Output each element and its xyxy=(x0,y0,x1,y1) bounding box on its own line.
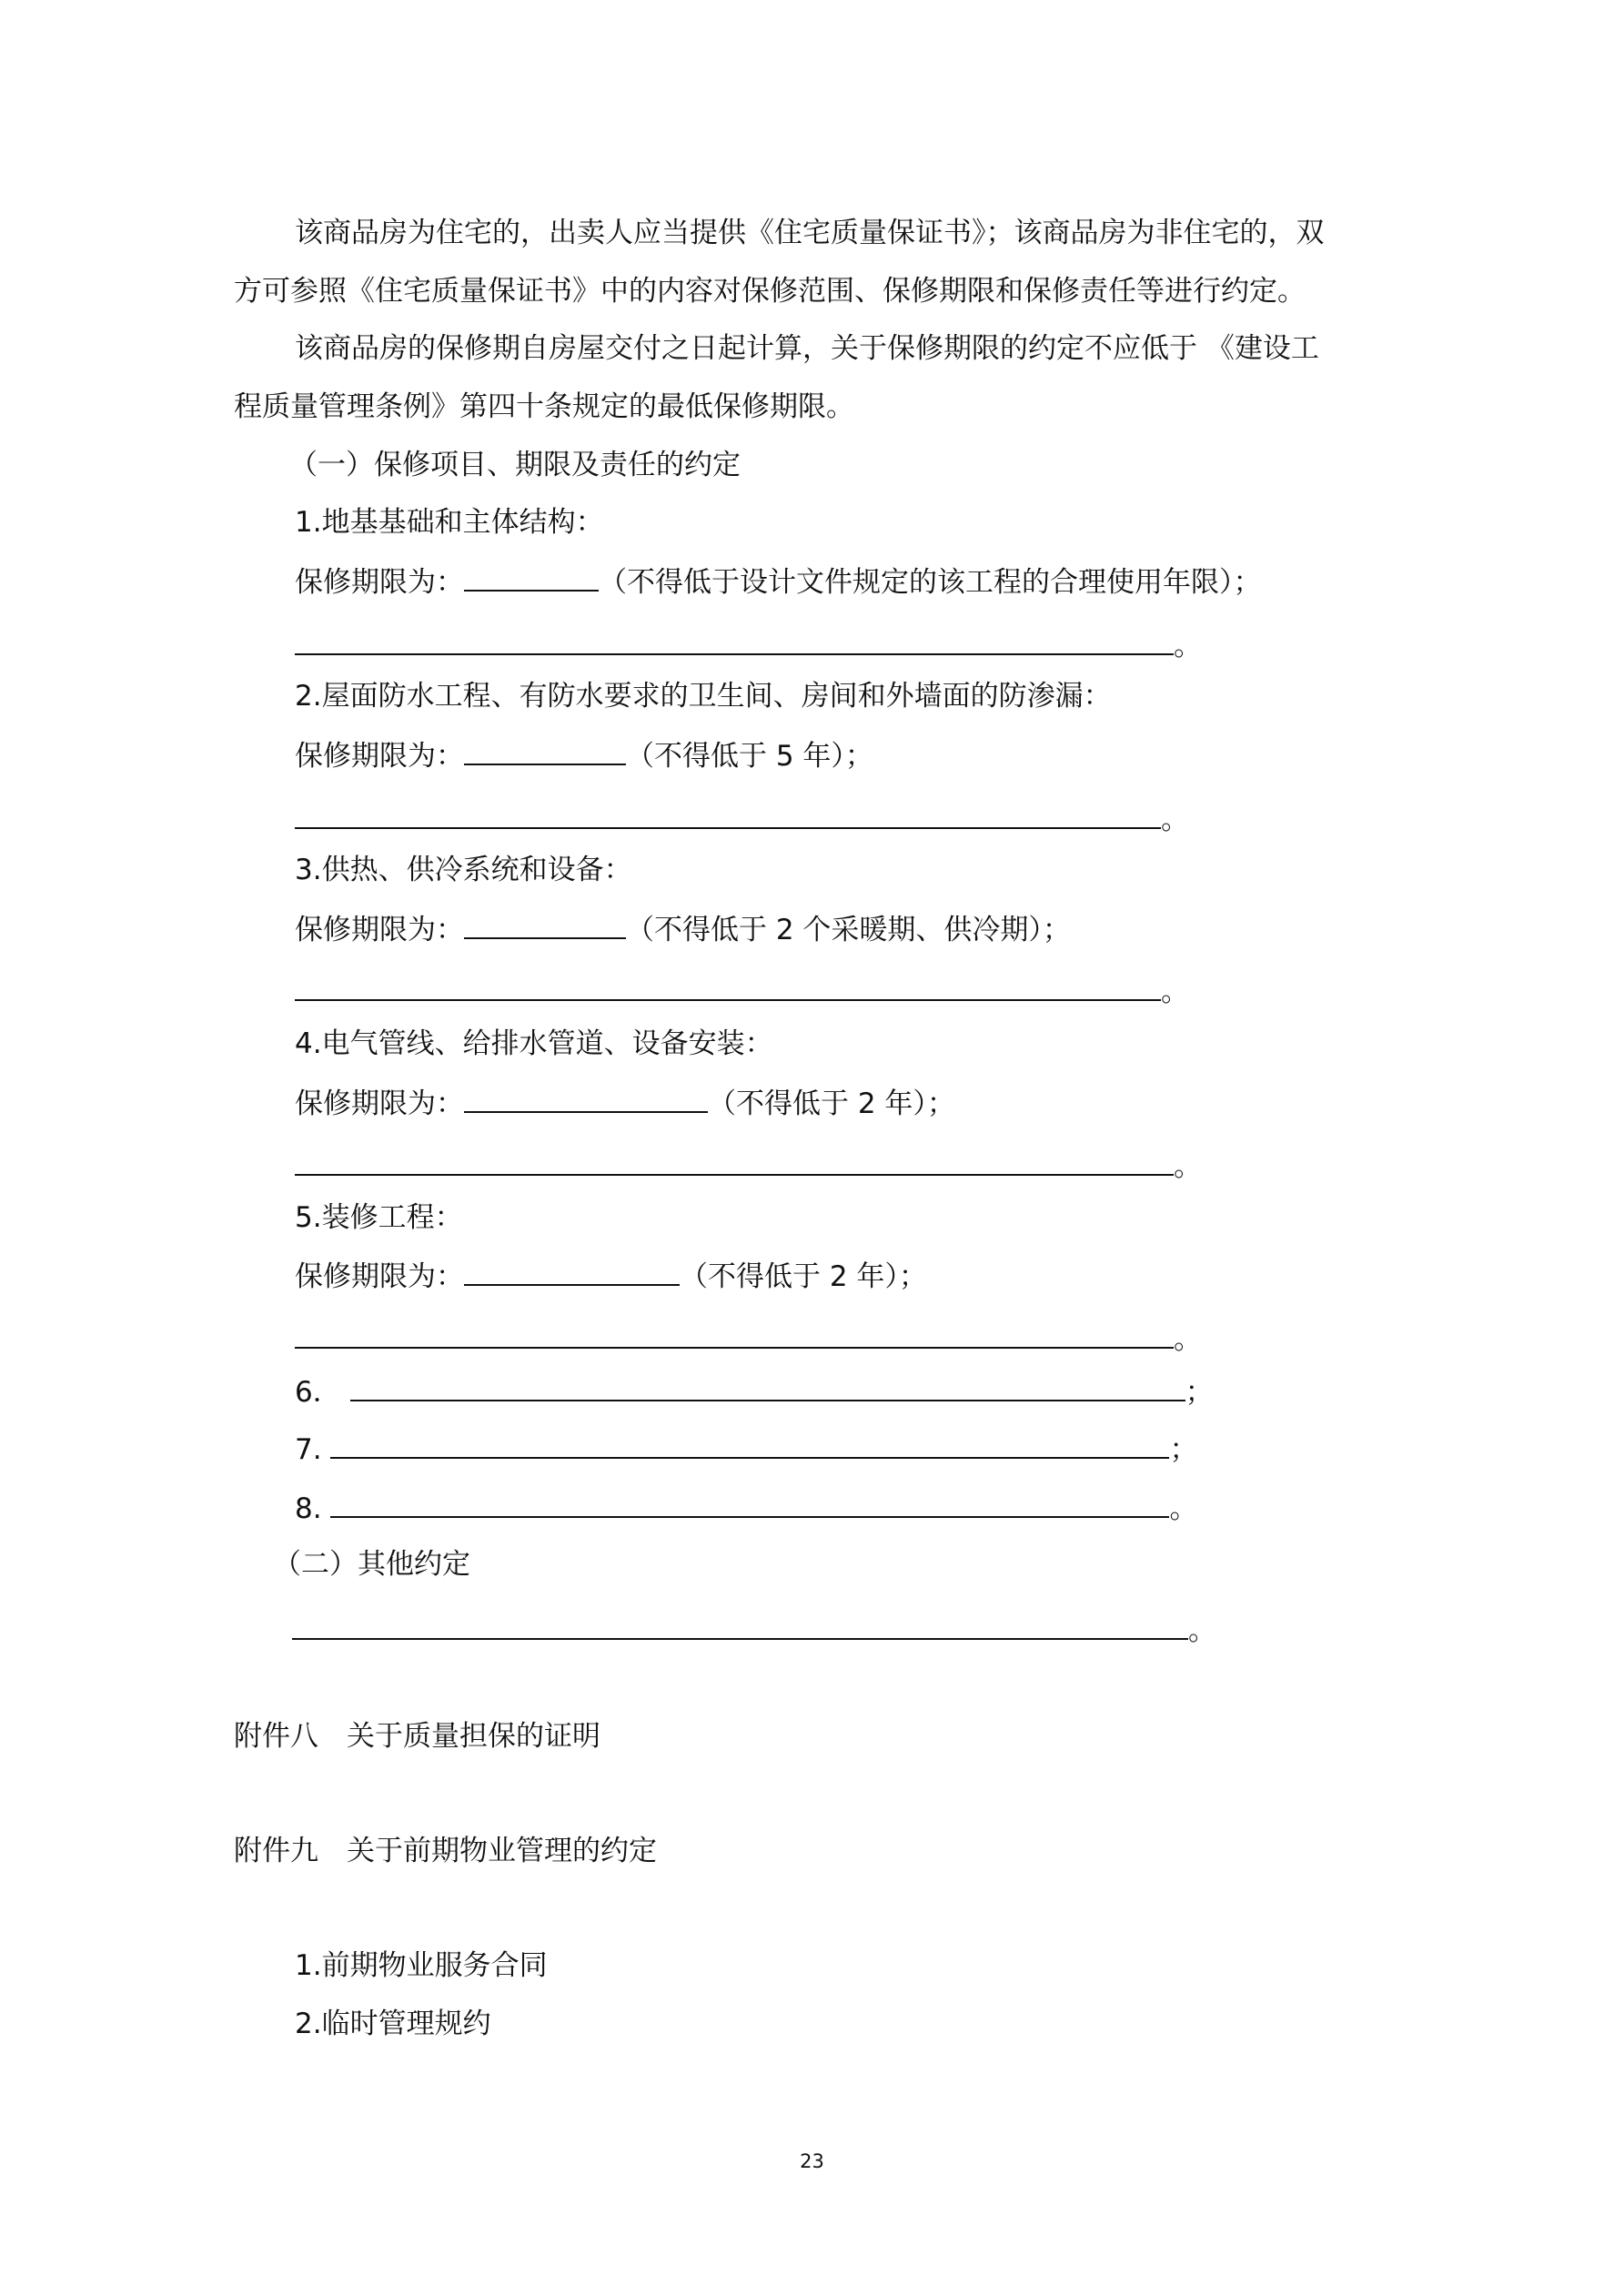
para2-line2: 程质量管理条例》第四十条规定的最低保修期限。 xyxy=(234,390,854,423)
item6-blank[interactable] xyxy=(350,1372,1185,1401)
period-mark: 。 xyxy=(1161,976,1189,1008)
period-label: 保修期限为： xyxy=(295,914,464,946)
item5-period-blank[interactable] xyxy=(464,1257,680,1286)
annex8-heading: 附件八 关于质量担保的证明 xyxy=(234,1720,600,1753)
item1-period xyxy=(295,562,1262,601)
period-mark: 。 xyxy=(1169,1492,1198,1525)
period-label: 保修期限为： xyxy=(295,566,464,599)
item8-blank[interactable] xyxy=(330,1489,1169,1518)
item3-responsibility-blank[interactable] xyxy=(295,972,1161,1001)
item5-responsibility-blank[interactable] xyxy=(295,1320,1174,1349)
item2-title: 2.屋面防水工程、有防水要求的卫生间、房间和外墙面的防渗漏： xyxy=(295,680,1112,713)
item2-extra-line xyxy=(295,800,1189,838)
item6-line xyxy=(295,1372,1214,1411)
item3-title: 3.供热、供冷系统和设备： xyxy=(295,854,632,886)
semicolon: ； xyxy=(1185,1376,1214,1409)
item4-period-blank[interactable] xyxy=(464,1084,708,1113)
period-label: 保修期限为： xyxy=(295,1260,464,1293)
item7-line xyxy=(295,1430,1197,1468)
section1-heading: （一）保修项目、期限及责任的约定 xyxy=(289,449,741,481)
para1-line2: 方可参照《住宅质量保证书》中的内容对保修范围、保修期限和保修责任等进行约定。 xyxy=(234,275,1306,308)
item-number: 8. xyxy=(295,1492,322,1525)
item2-note: （不得低于 5 年）； xyxy=(626,740,873,773)
item5-period xyxy=(295,1257,927,1295)
period-mark: 。 xyxy=(1161,804,1189,836)
section2-heading: （二）其他约定 xyxy=(273,1548,470,1581)
annex9-item-2: 2.临时管理规约 xyxy=(295,2008,491,2040)
period-mark: 。 xyxy=(1174,1323,1202,1356)
annex9-heading: 附件九 关于前期物业管理的约定 xyxy=(234,1835,657,1867)
item4-period xyxy=(295,1084,955,1122)
period-mark: 。 xyxy=(1188,1614,1216,1647)
period-label: 保修期限为： xyxy=(295,740,464,773)
section2-line xyxy=(292,1611,1216,1649)
para2-line1: 该商品房的保修期自房屋交付之日起计算，关于保修期限的约定不应低于 《建设工 xyxy=(295,332,1319,365)
item5-note: （不得低于 2 年）； xyxy=(680,1260,927,1293)
item4-extra-line xyxy=(295,1147,1202,1185)
para1-line1: 该商品房为住宅的，出卖人应当提供《住宅质量保证书》；该商品房为非住宅的，双 xyxy=(295,217,1325,249)
item4-title: 4.电气管线、给排水管道、设备安装： xyxy=(295,1027,773,1060)
item3-period-blank[interactable] xyxy=(464,910,626,939)
annex9-item-1: 1.前期物业服务合同 xyxy=(295,1949,548,1982)
item3-note: （不得低于 2 个采暖期、供冷期）； xyxy=(626,914,1071,946)
item2-period-blank[interactable] xyxy=(464,736,626,765)
item2-responsibility-blank[interactable] xyxy=(295,800,1161,829)
item3-extra-line xyxy=(295,972,1189,1010)
item1-title: 1.地基基础和主体结构： xyxy=(295,506,604,539)
item1-period-blank[interactable] xyxy=(464,562,599,592)
page-number: 23 xyxy=(800,2150,824,2172)
period-mark: 。 xyxy=(1174,630,1202,663)
section2-blank[interactable] xyxy=(292,1611,1188,1640)
item5-title: 5.装修工程： xyxy=(295,1201,463,1234)
item2-period xyxy=(295,736,873,774)
item4-responsibility-blank[interactable] xyxy=(295,1147,1174,1176)
item-number: 6． xyxy=(295,1376,341,1409)
item7-blank[interactable] xyxy=(330,1430,1169,1459)
period-mark: 。 xyxy=(1174,1150,1202,1183)
item3-period xyxy=(295,910,1071,948)
item1-note: （不得低于设计文件规定的该工程的合理使用年限）； xyxy=(599,566,1262,599)
item4-note: （不得低于 2 年）； xyxy=(708,1087,955,1120)
item1-extra-line xyxy=(295,626,1202,664)
semicolon: ； xyxy=(1169,1433,1198,1466)
period-label: 保修期限为： xyxy=(295,1087,464,1120)
item5-extra-line xyxy=(295,1320,1202,1358)
item8-line xyxy=(295,1489,1197,1527)
item1-responsibility-blank[interactable] xyxy=(295,626,1174,655)
item-number: 7. xyxy=(295,1433,322,1466)
